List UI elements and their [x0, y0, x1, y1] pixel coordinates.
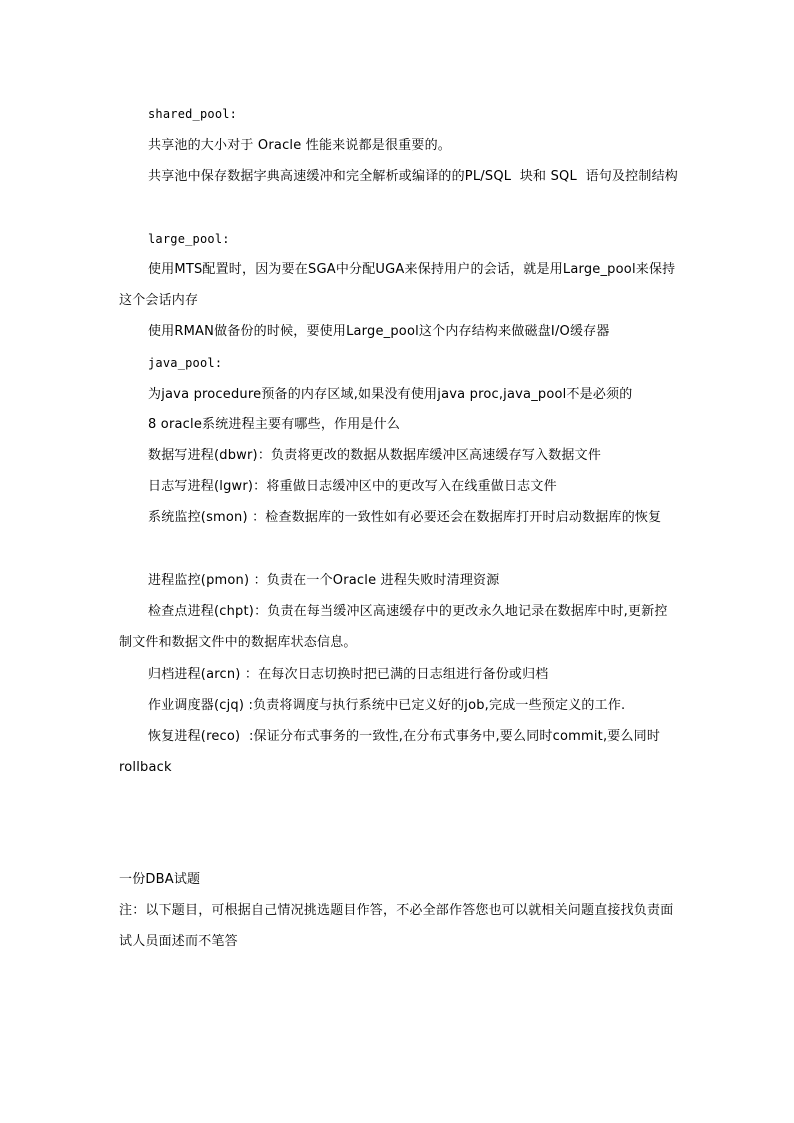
paragraph: 日志写进程(lgwr)：将重做日志缓冲区中的更改写入在线重做日志文件: [148, 479, 557, 494]
paragraph: 系统监控(smon) ：检查数据库的一致性如有必要还会在数据库打开时启动数据库的恢复: [148, 510, 662, 525]
paragraph: 进程监控(pmon) ：负责在一个Oracle 进程失败时清理资源: [148, 573, 500, 588]
heading-large-pool: large_pool:: [148, 232, 230, 246]
paragraph: 作业调度器(cjq) :负责将调度与执行系统中已定义好的job,完成一些预定义的工作.: [148, 698, 626, 713]
exam-title: 一份DBA试题: [119, 872, 201, 887]
heading-shared-pool: shared_pool:: [148, 107, 238, 121]
paragraph: 共享池中保存数据字典高速缓冲和完全解析或编译的的PL/SQL 块和 SQL 语句及控制结构: [148, 169, 678, 184]
heading-java-pool: java_pool:: [148, 356, 223, 370]
paragraph: 数据写进程(dbwr)：负责将更改的数据从数据库缓冲区高速缓存写入数据文件: [148, 448, 602, 463]
paragraph: 共享池的大小对于 Oracle 性能来说都是很重要的。: [148, 138, 451, 153]
paragraph: 使用MTS配置时，因为要在SGA中分配UGA来保持用户的会话，就是用Large_pool来保持这个会话内存: [119, 262, 676, 308]
exam-note: 注：以下题目，可根据自己情况挑选题目作答，不必全部作答您也可以就相关问题直接找负责面试人员面述而不笔答: [119, 903, 674, 949]
paragraph: 归档进程(arcn) ：在每次日志切换时把已满的日志组进行备份或归档: [148, 667, 549, 682]
question-heading: 8 oracle系统进程主要有哪些，作用是什么: [148, 417, 401, 432]
paragraph: 检查点进程(chpt)：负责在每当缓冲区高速缓存中的更改永久地记录在数据库中时,更新控制文件和数据文件中的数据库状态信息。: [119, 604, 668, 650]
paragraph: 恢复进程(reco) :保证分布式事务的一致性,在分布式事务中,要么同时commit,要么同时rollback: [119, 729, 661, 775]
paragraph: 使用RMAN做备份的时候，要使用Large_pool这个内存结构来做磁盘I/O缓存器: [148, 324, 610, 339]
paragraph: 为java procedure预备的内存区域,如果没有使用java proc,java_pool不是必须的: [148, 387, 633, 402]
